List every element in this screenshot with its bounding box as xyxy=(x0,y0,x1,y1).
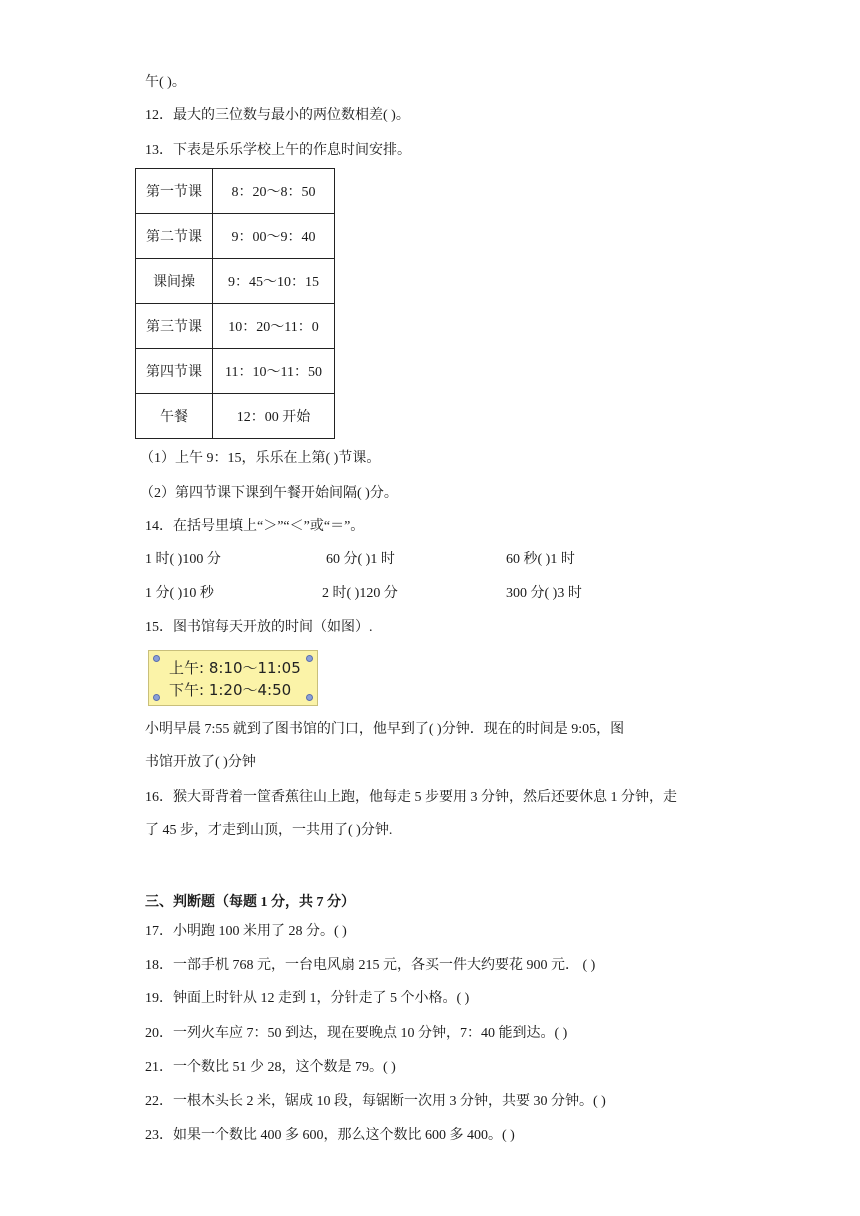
schedule-item: 第一节课 xyxy=(136,169,213,214)
schedule-item: 第四节课 xyxy=(136,349,213,394)
section-title: 三、判断题（每题 1 分，共 7 分） xyxy=(145,895,355,910)
schedule-item: 午餐 xyxy=(136,394,213,439)
question-13-part-2: （2）第四节课下课到午餐开始间隔( )分。 xyxy=(140,486,398,501)
question-17: 17．小明跑 100 米用了 28 分。( ) xyxy=(145,924,347,939)
compare-item: 1 分( )10 秒 xyxy=(145,586,214,601)
compare-item: 60 分( )1 时 xyxy=(326,552,395,567)
library-hours-sign xyxy=(148,650,318,706)
pin-icon xyxy=(306,694,313,701)
question-16-cont: 了 45 步，才走到山顶，一共用了( )分钟. xyxy=(145,823,393,838)
question-21: 21．一个数比 51 少 28，这个数是 79。( ) xyxy=(145,1060,396,1075)
schedule-item: 第二节课 xyxy=(136,214,213,259)
compare-item: 60 秒( )1 时 xyxy=(506,552,575,567)
line-continued: 午( )。 xyxy=(145,75,186,90)
pin-icon xyxy=(306,655,313,662)
schedule-table xyxy=(135,168,335,439)
question-22: 22．一根木头长 2 米，锯成 10 段，每锯断一次用 3 分钟，共要 30 分钟。( ) xyxy=(145,1094,606,1109)
question-15-text-cont: 书馆开放了( )分钟 xyxy=(145,755,256,770)
question-19: 19．钟面上时针从 12 走到 1，分针走了 5 个小格。( ) xyxy=(145,991,470,1006)
question-14: 14．在括号里填上“＞”“＜”或“＝”。 xyxy=(145,519,365,534)
schedule-item: 第三节课 xyxy=(136,304,213,349)
schedule-time: 8：20～8：50 xyxy=(213,169,335,214)
question-23: 23．如果一个数比 400 多 600，那么这个数比 600 多 400。( ) xyxy=(145,1128,515,1143)
compare-item: 300 分( )3 时 xyxy=(506,586,582,601)
question-16: 16．猴大哥背着一筐香蕉往山上跑，他每走 5 步要用 3 分钟，然后还要休息 1 分钟，走 xyxy=(145,790,677,805)
question-12: 12．最大的三位数与最小的两位数相差( )。 xyxy=(145,108,410,123)
sign-morning-hours: 上午: 8:10～11:05 xyxy=(169,659,301,677)
table-row xyxy=(136,259,335,304)
schedule-time: 11：10～11：50 xyxy=(213,349,335,394)
question-15-text: 小明早晨 7:55 就到了图书馆的门口，他早到了( )分钟．现在的时间是 9:05，图 xyxy=(145,722,625,737)
table-row xyxy=(136,214,335,259)
pin-icon xyxy=(153,694,160,701)
schedule-time: 10：20～11：0 xyxy=(213,304,335,349)
table-row xyxy=(136,169,335,214)
table-row xyxy=(136,349,335,394)
compare-item: 2 时( )120 分 xyxy=(322,586,398,601)
sign-afternoon-hours: 下午: 1:20～4:50 xyxy=(169,681,292,699)
table-row xyxy=(136,394,335,439)
question-15: 15．图书馆每天开放的时间（如图）. xyxy=(145,620,373,635)
schedule-time: 9：45～10：15 xyxy=(213,259,335,304)
question-13-part-1: （1）上午 9：15，乐乐在上第( )节课。 xyxy=(140,451,381,466)
compare-item: 1 时( )100 分 xyxy=(145,552,221,567)
pin-icon xyxy=(153,655,160,662)
question-13: 13．下表是乐乐学校上午的作息时间安排。 xyxy=(145,143,411,158)
question-20: 20．一列火车应 7：50 到达，现在要晚点 10 分钟，7：40 能到达。( ) xyxy=(145,1026,568,1041)
schedule-time: 9：00～9：40 xyxy=(213,214,335,259)
schedule-item: 课间操 xyxy=(136,259,213,304)
schedule-time: 12：00 开始 xyxy=(213,394,335,439)
table-row xyxy=(136,304,335,349)
question-18: 18．一部手机 768 元，一台电风扇 215 元，各买一件大约要花 900 元． ( ) xyxy=(145,958,596,973)
